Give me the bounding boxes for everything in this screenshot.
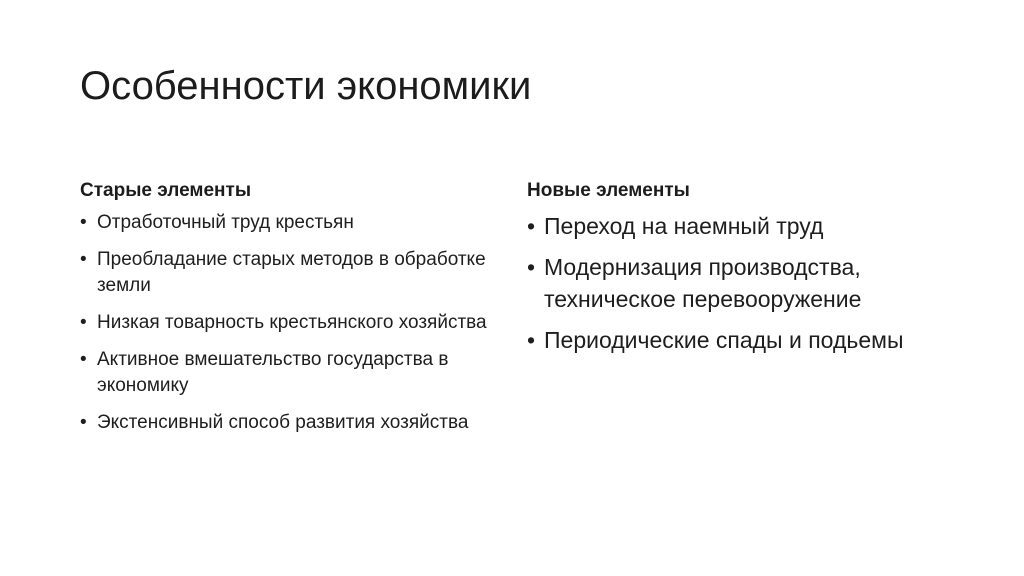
list-item-text: Низкая товарность крестьянского хозяйства <box>97 312 487 333</box>
bullet-icon: • <box>80 412 87 433</box>
list-item <box>80 247 500 299</box>
list-item <box>527 324 947 356</box>
list-item <box>80 347 500 399</box>
new-elements-heading: Новые элементы <box>527 180 690 201</box>
list-item <box>80 210 500 236</box>
list-item-text: Периодические спады и подьемы <box>544 327 904 353</box>
list-item-text: Модернизация производства, техническое перевооружение <box>544 254 862 312</box>
list-item <box>527 210 947 242</box>
bullet-icon: • <box>80 312 87 333</box>
bullet-icon: • <box>80 249 87 270</box>
old-elements-list <box>80 210 500 436</box>
slide-title: Особенности экономики <box>80 64 532 108</box>
new-elements-column <box>527 178 947 365</box>
list-item-text: Отработочный труд крестьян <box>97 212 354 233</box>
bullet-icon: • <box>80 212 87 233</box>
bullet-icon: • <box>527 327 536 353</box>
list-item <box>80 410 500 436</box>
list-item-text: Преобладание старых методов в обработке земли <box>97 249 486 296</box>
list-item-text: Экстенсивный способ развития хозяйства <box>97 412 469 433</box>
bullet-icon: • <box>527 213 536 239</box>
old-elements-column <box>80 178 500 447</box>
list-item-text: Переход на наемный труд <box>544 213 824 239</box>
old-elements-heading: Старые элементы <box>80 180 252 201</box>
bullet-icon: • <box>80 349 87 370</box>
bullet-icon: • <box>527 254 536 280</box>
list-item-text: Активное вмешательство государства в экономику <box>97 349 449 396</box>
list-item <box>527 251 947 315</box>
list-item <box>80 310 500 336</box>
new-elements-list <box>527 210 947 356</box>
